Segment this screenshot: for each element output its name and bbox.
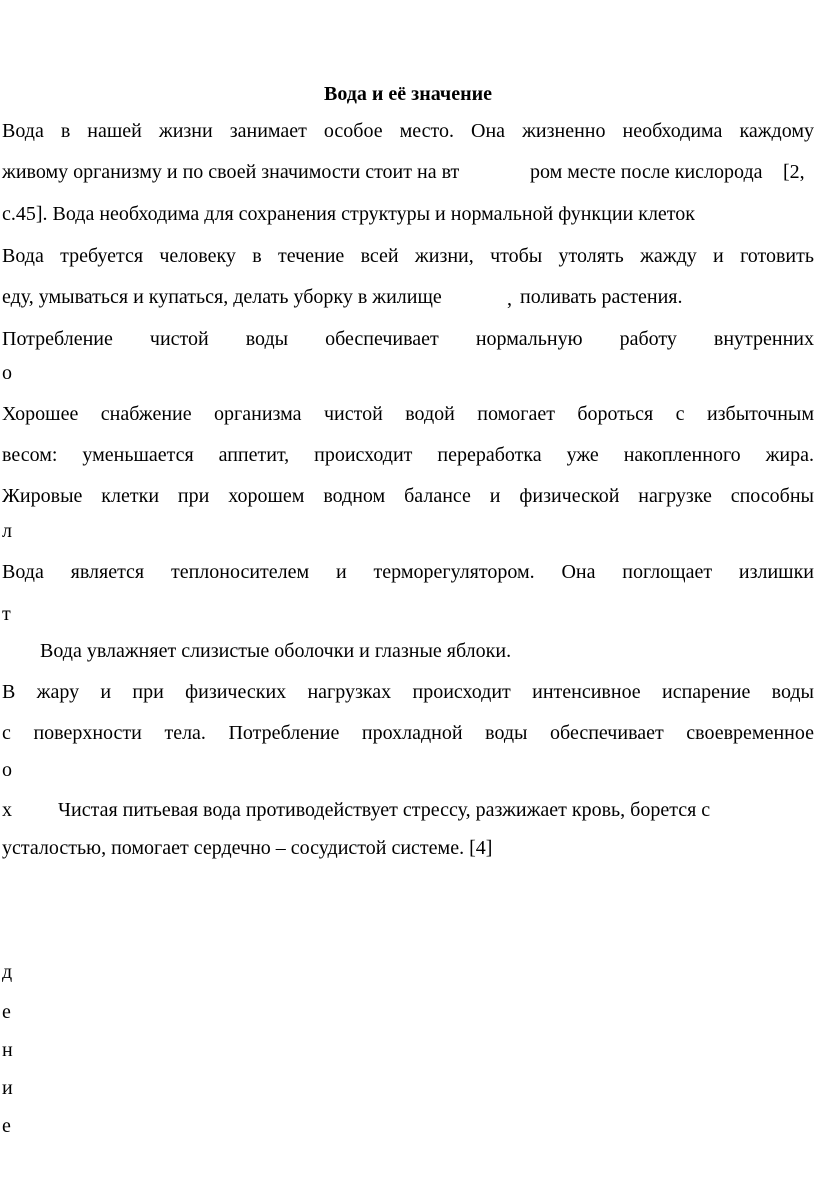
- document-title: Вода и её значение: [324, 83, 492, 105]
- text-line: Жировые клетки при хорошем водном балансе и физической нагрузке способны: [2, 485, 814, 507]
- text-fragment: и: [2, 1077, 13, 1099]
- text-line-fragment: ром месте после кислорода: [530, 161, 763, 183]
- text-line: усталостью, помогает сердечно – сосудистой системе. [4]: [2, 837, 493, 859]
- text-line: Хорошее снабжение организма чистой водой помогает бороться с избыточным: [2, 403, 814, 425]
- text-line-fragment: [2,: [783, 161, 805, 183]
- text-line: еду, умываться и купаться, делать уборку в жилище: [2, 286, 442, 308]
- text-line: Чистая питьевая вода противодействует стрессу, разжижает кровь, борется с: [58, 799, 711, 821]
- text-line: весом: уменьшается аппетит, происходит переработка уже накопленного жира.: [2, 444, 814, 466]
- text-line-fragment: поливать растения.: [520, 286, 683, 308]
- text-fragment: н: [2, 1039, 13, 1061]
- text-line: Вода является теплоносителем и терморегулятором. Она поглощает излишки: [2, 561, 814, 583]
- text-line: с.45]. Вода необходима для сохранения структуры и нормальной функции клеток: [2, 203, 695, 225]
- text-fragment: о: [2, 362, 12, 384]
- text-line-fragment: ,: [507, 288, 512, 310]
- text-fragment: е: [2, 1115, 11, 1137]
- text-line: с поверхности тела. Потребление прохладной воды обеспечивает своевременное: [2, 722, 814, 744]
- text-line: Вода увлажняет слизистые оболочки и глазные яблоки.: [40, 640, 512, 662]
- text-fragment: л: [2, 520, 12, 542]
- text-line: В жару и при физических нагрузках происходит интенсивное испарение воды: [2, 681, 814, 703]
- text-fragment: е: [2, 1001, 11, 1023]
- text-line: Вода требуется человеку в течение всей жизни, чтобы утолять жажду и готовить: [2, 245, 814, 267]
- text-line: живому организму и по своей значимости стоит на вт: [2, 161, 460, 183]
- text-fragment: о: [2, 759, 12, 781]
- text-fragment: д: [2, 961, 13, 983]
- text-fragment: х: [2, 799, 12, 821]
- text-line: Вода в нашей жизни занимает особое место. Она жизненно необходима каждому: [2, 120, 814, 142]
- text-fragment: т: [2, 603, 11, 625]
- text-line: Потребление чистой воды обеспечивает нормальную работу внутренних: [2, 328, 814, 350]
